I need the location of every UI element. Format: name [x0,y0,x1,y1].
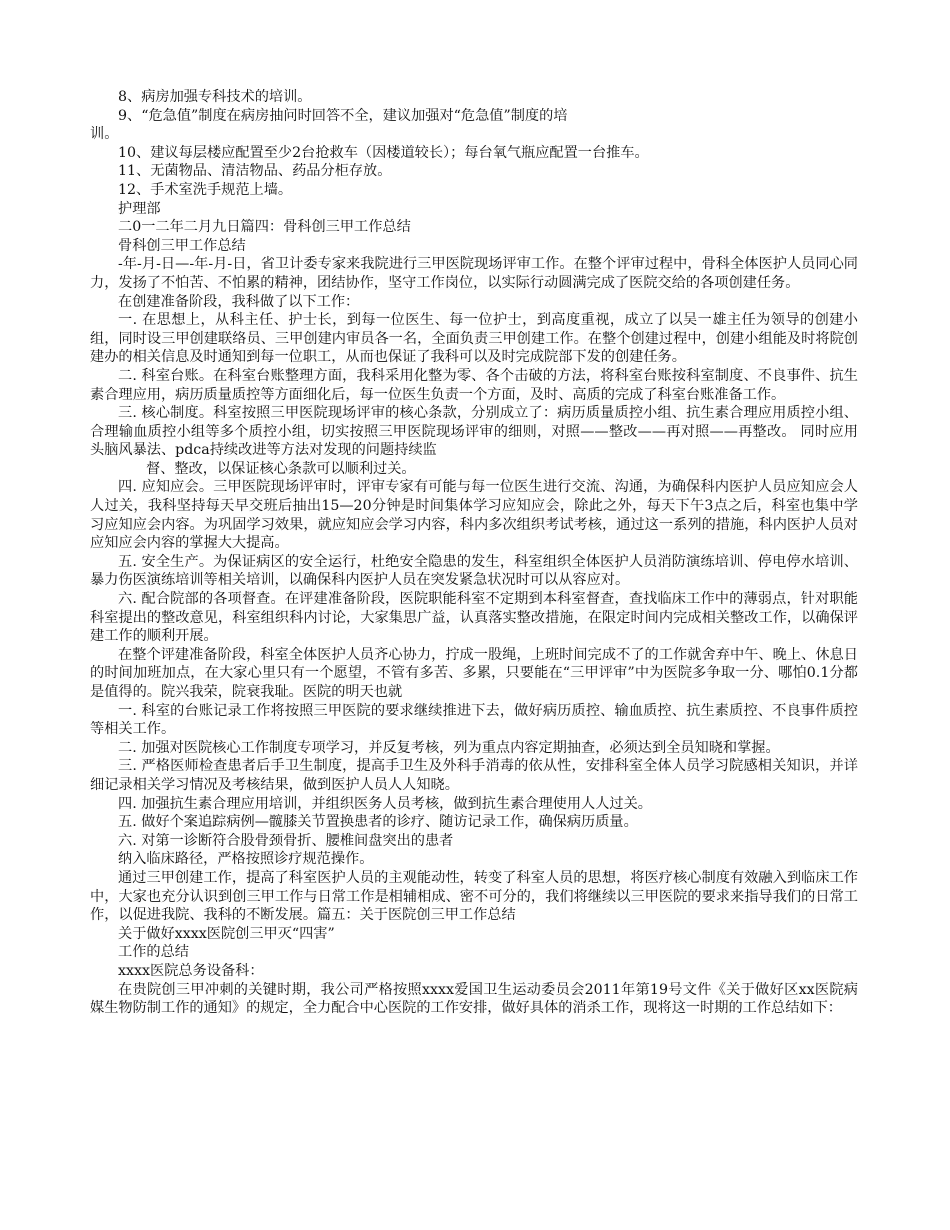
paragraph: xxxx医院总务设备科： [118,962,264,979]
paragraph: 三. 严格医师检查患者后手卫生制度，提高手卫生及外科手消毒的依从性，安排科室全体人员学习院感相关知识，并详细记录相关学习情况及考核结果，做到医护人员人人知晓。 [90,758,858,793]
department-signature: 护理部 [118,200,161,217]
list-item: 12、手术室洗手规范上墙。 [118,181,293,198]
paragraph: 五. 安全生产。为保证病区的安全运行，杜绝安全隐患的发生，科室组织全体医护人员消防演练培训、停电停水培训、暴力伤医演练培训等相关培训，以确保科内医护人员在突发紧急状况时可以从容应对。 [90,553,858,589]
rectification-list [90,88,858,255]
paragraph: 一. 在思想上，从科主任、护士长，到每一位医生、每一位护士，到高度重视，成立了以吴一雄主任为领导的创建小组，同时设三甲创建联络员、三甲创建内审员各一名，全面负责三甲创建工作。在整个创建过程中，创建小组能及时将院创建办的相关信息及时通知到每一位职工，从而也保证了我科可以及时完成院部下发的创建任务。 [90,312,858,366]
paragraph: -年-月-日—-年-月-日，省卫计委专家来我院进行三甲医院现场评审工作。在整个评审过程中，骨科全体医护人员同心同力，发扬了不怕苦、不怕累的精神，团结协作，坚守工作岗位，以实际行动圆满完成了医院交给的各项创建任务。 [90,256,858,291]
document-body [90,88,858,1018]
paragraph: 在整个评建准备阶段，科室全体医护人员齐心协力，拧成一股绳，上班时间完成不了的工作就舍弃中午、晚上、休息日的时间加班加点，在大家心里只有一个愿望，不管有多苦、多累，只要能在“三甲评审”中为医院多争取一分、哪怕0.1分都是值得的。院兴我荣，院衰我耻。医院的明天也就 [90,646,858,700]
paragraph-continuation: 督、整改，以保证核心条款可以顺利过关。 [146,460,416,477]
paragraph: 六. 对第一诊断符合股骨颈骨折、腰椎间盘突出的患者 [118,832,454,849]
paragraph: 工作的总结 [118,944,189,961]
list-item-continuation: 训。 [90,126,119,143]
paragraph: 一. 科室的台账记录工作将按照三甲医院的要求继续推进下去，做好病历质控、输血质控、抗生素质控、不良事件质控等相关工作。 [90,702,858,738]
paragraph: 在创建准备阶段，我科做了以下工作： [118,293,360,310]
date-and-section-heading: 二0一二年二月九日篇四：骨科创三甲工作总结 [118,219,411,236]
paragraph: 在贵院创三甲冲刺的关键时期，我公司严格按照xxxx爱国卫生运动委员会2011年第19号文件《关于做好区xx医院病媒生物防制工作的通知》的规定，全力配合中心医院的工作安排，做好具体的消杀工作，现将这一时期的工作总结如下： [90,981,858,1017]
paragraph: 三. 核心制度。科室按照三甲医院现场评审的核心条款，分别成立了：病历质量质控小组、抗生素合理应用质控小组、合理输血质控小组等多个质控小组，切实按照三甲医院现场评审的细则，对照——整改——再对照——再整改。 同时应用头脑风暴法、pdca持续改进等方法对发现的问题持续监 [90,405,858,459]
paragraph: 关于做好xxxx医院创三甲灭“四害” [118,925,335,942]
list-item: 9、“危急值”制度在病房抽问时回答不全，建议加强对“危急值”制度的培 [118,107,568,124]
paragraph: 二. 加强对医院核心工作制度专项学习，并反复考核，列为重点内容定期抽查，必须达到全员知晓和掌握。 [118,739,780,756]
paragraph: 纳入临床路径，严格按照诊疗规范操作。 [118,851,374,868]
paragraph: 六. 配合院部的各项督查。在评建准备阶段，医院职能科室不定期到本科室督查，查找临床工作中的薄弱点，针对职能科室提出的整改意见，科室组织科内讨论，大家集思广益，认真落实整改措施，在限定时间内完成相关整改工作，以确保评建工作的顺利开展。 [90,591,858,645]
section-title: 骨科创三甲工作总结 [118,237,246,254]
list-item: 8、病房加强专科技术的培训。 [118,89,312,105]
list-item: 11、无菌物品、清洁物品、药品分柜存放。 [118,163,392,180]
paragraph: 四. 应知应会。三甲医院现场评审时，评审专家有可能与每一位医生进行交流、沟通，为确保科内医护人员应知应会人人过关，我科坚持每天早交班后抽出15—20分钟是时间集体学习应知应会，除此之外，每天下午3点之后，科室也集中学习应知应会内容。为巩固学习效果，就应知应会学习内容，科内多次组织考试考核，通过这一系列的措施，科内医护人员对应知应会内容的掌握大大提高。 [90,479,858,552]
summary-body [90,255,858,1017]
paragraph: 通过三甲创建工作，提高了科室医护人员的主观能动性，转变了科室人员的思想，将医疗核心制度有效融入到临床工作中，大家也充分认识到创三甲工作与日常工作是相辅相成、密不可分的，我们将继续以三甲医院的要求来指导我们的日常工作，以促进我院、我科的不断发展。篇五：关于医院创三甲工作总结 [90,869,858,924]
paragraph: 五. 做好个案追踪病例—髋膝关节置换患者的诊疗、随访记录工作，确保病历质量。 [118,814,638,831]
list-item: 10、建议每层楼应配置至少2台抢救车（因楼道较长）；每台氧气瓶应配置一台推车。 [118,144,649,161]
paragraph: 二. 科室台账。在科室台账整理方面，我科采用化整为零、各个击破的方法，将科室台账按科室制度、不良事件、抗生素合理应用，病历质量质控等方面细化后，每一位医生负责一个方面，及时、高质的完成了科室台账准备工作。 [90,367,858,403]
paragraph: 四. 加强抗生素合理应用培训，并组织医务人员考核，做到抗生素合理使用人人过关。 [118,795,652,812]
